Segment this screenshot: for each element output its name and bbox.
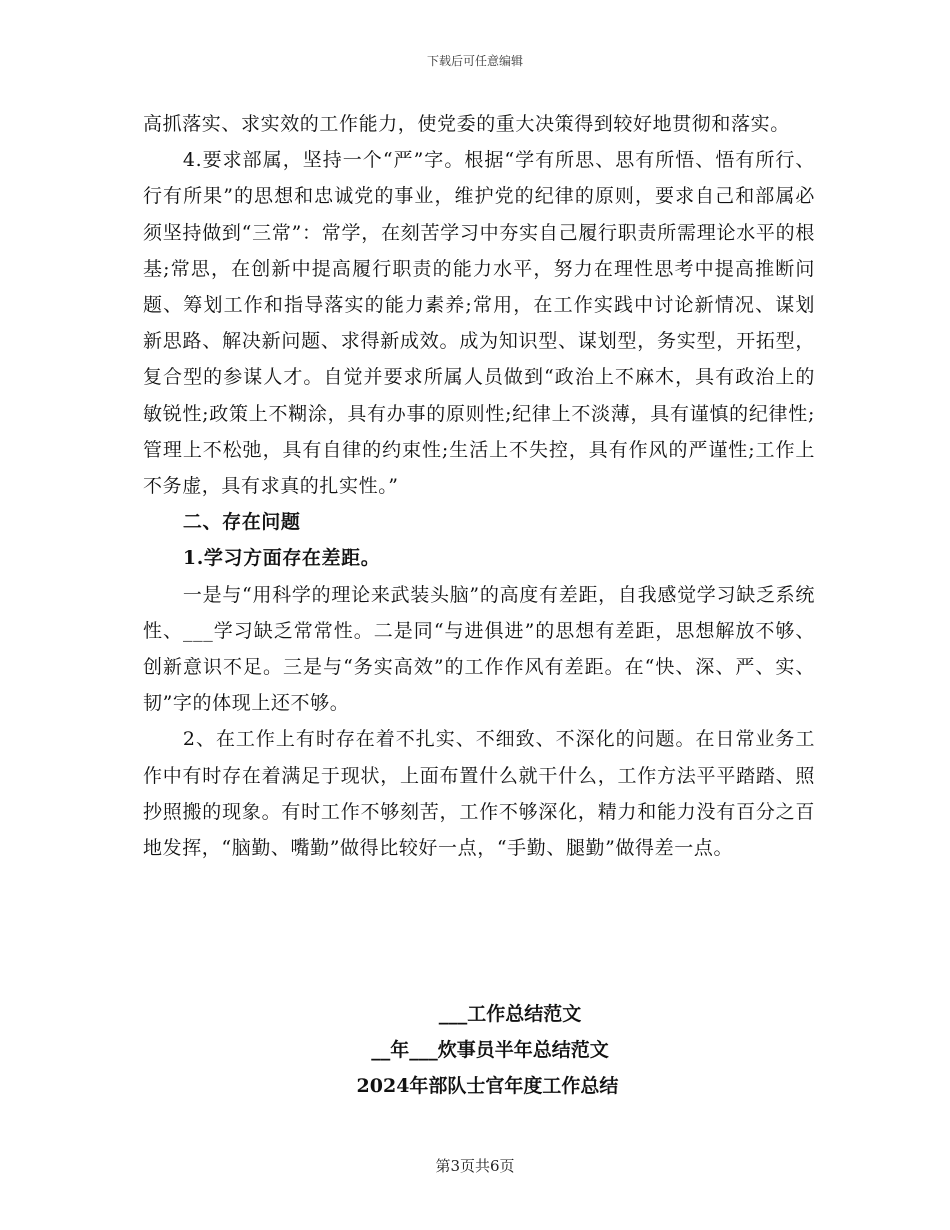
- paragraph-study-gap: 一是与“用科学的理论来武装头脑”的高度有差距，自我感觉学习缺乏系统性、___学习缺乏常常性。二是同“与进俱进”的思想有差距，思想解放不够、创新意识不足。三是与“务实高效”的工作作风有差距。在“快、深、严、实、韧”字的体现上还不够。: [143, 583, 815, 715]
- page-header: 下载后可任意编辑: [426, 54, 523, 68]
- page-number: 第3页共6页: [435, 1157, 515, 1175]
- subheading-study-gap: 1.学习方面存在差距。: [182, 547, 381, 570]
- related-title-nco-summary: 2024年部队士官年度工作总结: [356, 1075, 619, 1097]
- paragraph-work-issues: 2、在工作上有时存在着不扎实、不细致、不深化的问题。在日常业务工作中有时存在着满足于现状，上面布置什么就干什么，工作方法平平踏踏、照抄照搬的现象。有时工作不够刻苦，工作不够深化，精力和能力没有百分之百地发挥，“脑勤、嘴勤”做得比较好一点，“手勤、腿勤”做得差一点。: [143, 728, 815, 860]
- paragraph-requirements: 4.要求部属，坚持一个“严”字。根据“学有所思、思有所悟、悟有所行、行有所果”的思想和忠诚党的事业，维护党的纪律的原则，要求自己和部属必须坚持做到“三常”：常学，在刻苦学习中夯实自己履行职责所需理论水平的根基;常思，在创新中提高履行职责的能力水平，努力在理性思考中提高推断问题、筹划工作和指导落实的能力素养;常用，在工作实践中讨论新情况、谋划新思路、解决新问题、求得新成效。成为知识型、谋划型，务实型，开拓型，复合型的参谋人才。自觉并要求所属人员做到“政治上不麻木，具有政治上的敏锐性;政策上不糊涂，具有办事的原则性;纪律上不淡薄，具有谨慎的纪律性;管理上不松弛，具有自律的约束性;生活上不失控，具有作风的严谨性;工作上不务虚，具有求真的扎实性。”: [143, 149, 815, 498]
- related-title-cook-summary: __年___炊事员半年总结范文: [371, 1039, 609, 1061]
- paragraph-continuation: 高抓落实、求实效的工作能力，使党委的重大决策得到较好地贯彻和落实。: [143, 113, 790, 135]
- document-body: [143, 106, 815, 866]
- related-title-work-summary: ___工作总结范文: [438, 1003, 582, 1025]
- related-titles: [0, 996, 950, 1104]
- section-heading-problems: 二、存在问题: [182, 511, 301, 534]
